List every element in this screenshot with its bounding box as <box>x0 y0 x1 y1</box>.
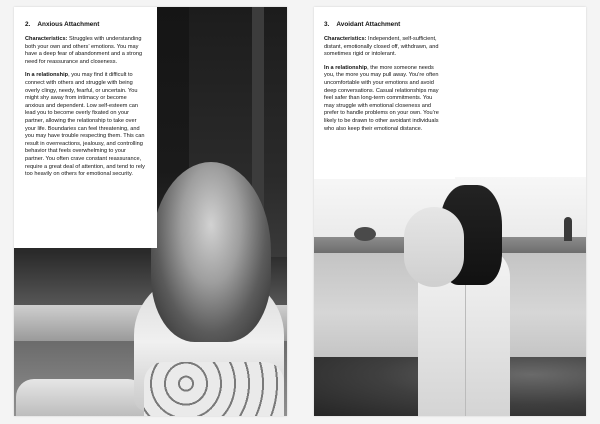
characteristics-label: Characteristics: <box>25 36 68 42</box>
relationship-text: , you may find it difficult to connect with others and struggle with being overly clingy, needy, fearful, or uncertain. You might shy away from intimacy or become anxious and dependent. Low self-esteem can lead you to become overly fixated on your partner, allowing the relationship to take over your life. Boundaries can feel threatening, and you may have trouble respecting them. This can result in overreactions, jealousy, and controlling behavior that feels overwhelming to your partner. You often crave constant reassurance, require a great deal of attention, and tend to rely too heavily on others for emotional security. <box>25 72 145 178</box>
relationship-label: In a relationship <box>324 64 368 71</box>
left-page <box>14 7 287 416</box>
palm-tree <box>564 217 572 241</box>
woman-shorts <box>144 362 284 416</box>
dress-buttons <box>465 282 466 416</box>
characteristics-text: Independent, self-sufficient, distant, emotionally closed off, withdrawn, and sometimes rigid or intolerant. <box>324 36 439 58</box>
section-heading: 3. Avoidant Attachment <box>324 21 401 28</box>
characteristics-text: Struggles with understanding both your own and others’ emotions. You may have a deep fear of abandonment and a strong need for reassurance and closeness. <box>25 36 143 65</box>
characteristics-label: Characteristics: <box>324 36 367 42</box>
characteristics-paragraph <box>324 36 441 59</box>
woman-arms-covering-face <box>404 207 464 287</box>
text-box-anxious <box>14 7 157 248</box>
text-box-avoidant <box>314 7 455 179</box>
tree <box>354 227 376 241</box>
section-heading: 2. Anxious Attachment <box>25 21 100 28</box>
relationship-text: , the more someone needs you, the more you may pull away. You’re often uncomfortable with your emotions and avoid deep conversations. Casual relationships may feel safer than long-term commitments. You may struggle with emotional closeness and prefer to handle problems on your own. You’re likely to be drawn to other avoidant individuals who also keep their emotional distance. <box>324 64 439 132</box>
relationship-paragraph <box>324 65 441 133</box>
right-page <box>314 7 586 416</box>
relationship-label: In a relationship <box>25 72 69 79</box>
characteristics-paragraph <box>25 36 146 66</box>
photo-woman-by-water <box>314 177 586 416</box>
relationship-paragraph <box>25 72 146 178</box>
pillow <box>16 379 146 416</box>
woman-hair <box>151 162 271 342</box>
